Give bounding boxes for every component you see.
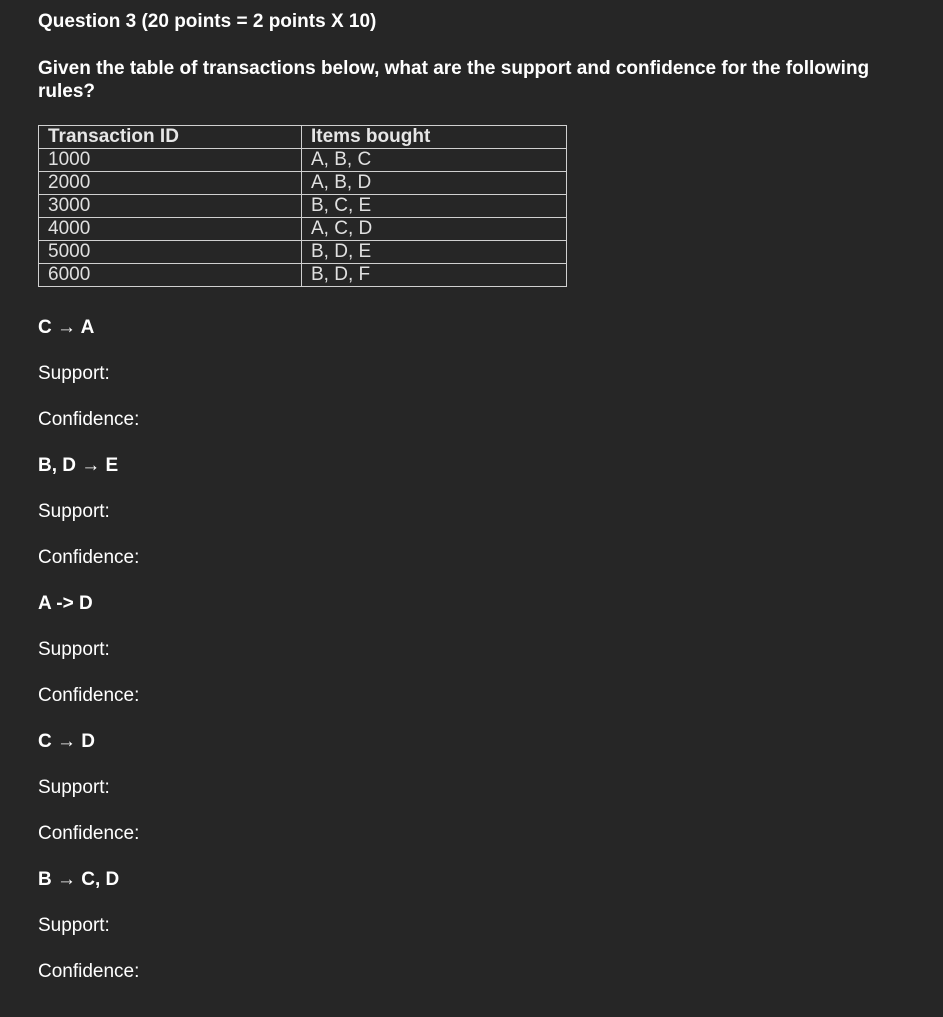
support-label: Support:	[38, 501, 110, 522]
table-row	[39, 149, 567, 172]
items-bought-cell: B, D, F	[302, 264, 567, 287]
transaction-id-cell: 4000	[39, 218, 302, 241]
transaction-id-cell: 5000	[39, 241, 302, 264]
transaction-id-cell: 1000	[39, 149, 302, 172]
rule-label: A -> D	[38, 593, 93, 614]
table-row	[39, 264, 567, 287]
items-bought-cell: B, C, E	[302, 195, 567, 218]
rule-label: C → A	[38, 317, 95, 338]
confidence-label: Confidence:	[38, 685, 140, 706]
confidence-label: Confidence:	[38, 961, 140, 982]
table-row	[39, 172, 567, 195]
question-text: Given the table of transactions below, what are the support and confidence for the following rules?	[38, 58, 870, 102]
header-items-bought: Items bought	[302, 126, 567, 149]
header-transaction-id: Transaction ID	[39, 126, 302, 149]
support-label: Support:	[38, 639, 110, 660]
confidence-label: Confidence:	[38, 823, 140, 844]
rule-label: B, D → E	[38, 455, 119, 476]
table-header-row	[39, 126, 567, 149]
items-bought-cell: A, B, C	[302, 149, 567, 172]
support-label: Support:	[38, 777, 110, 798]
support-label: Support:	[38, 915, 110, 936]
transaction-id-cell: 6000	[39, 264, 302, 287]
items-bought-cell: B, D, E	[302, 241, 567, 264]
rule-label: B → C, D	[38, 869, 120, 890]
confidence-label: Confidence:	[38, 547, 140, 568]
table-row	[39, 218, 567, 241]
question-title: Question 3 (20 points = 2 points X 10)	[38, 11, 377, 32]
transactions-table	[38, 125, 567, 287]
confidence-label: Confidence:	[38, 409, 140, 430]
rule-label: C → D	[38, 731, 95, 752]
transaction-id-cell: 3000	[39, 195, 302, 218]
table-row	[39, 241, 567, 264]
items-bought-cell: A, B, D	[302, 172, 567, 195]
support-label: Support:	[38, 363, 110, 384]
items-bought-cell: A, C, D	[302, 218, 567, 241]
table-row	[39, 195, 567, 218]
transaction-id-cell: 2000	[39, 172, 302, 195]
